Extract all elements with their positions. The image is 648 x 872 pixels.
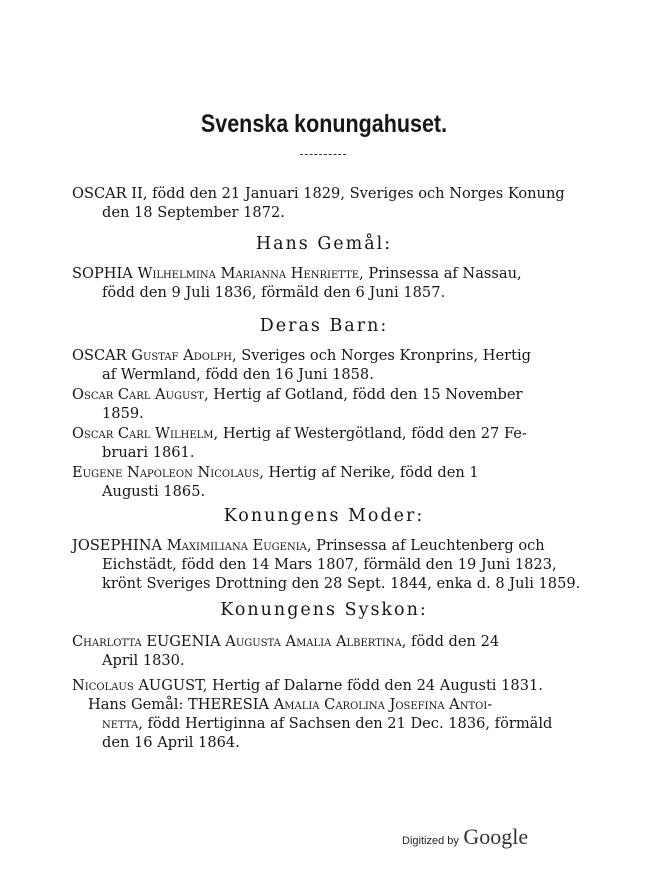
entry-king: OSCAR II, född den 21 Januari 1829, Sveriges och Norges Konung den 18 September 1872. xyxy=(72,185,565,221)
google-logo: Google xyxy=(463,824,529,849)
entry-mother: JOSEPHINA Maximiliana Eugenia, Prinsessa af Leuchtenberg och Eichstädt, född den 14 Mars 1807, förmäld den 19 Juni 1823, krönt Sveriges Drottning den 28 Sept. 1844, enka d. 8 Juli 1859. xyxy=(72,537,581,592)
entry-queen: SOPHIA Wilhelmina Marianna Henriette, Prinsessa af Nassau, född den 9 Juli 1836, förmäld den 6 Juni 1857. xyxy=(72,265,522,301)
heading-gemal: Hans Gemål: xyxy=(255,234,393,254)
title-rule xyxy=(300,154,346,155)
heading-barn: Deras Barn: xyxy=(259,316,389,336)
heading-syskon: Konungens Syskon: xyxy=(220,600,428,620)
page-title: Svenska konungahuset. xyxy=(200,110,448,138)
queen-name: SOPHIA xyxy=(72,265,133,282)
digitized-label: Digitized by xyxy=(402,835,459,847)
entry-child: Oscar Carl Wilhelm, Hertig af Westergötland, född den 27 Fe- bruari 1861. xyxy=(72,425,527,461)
heading-moder: Konungens Moder: xyxy=(223,506,425,526)
entry-sibling: Charlotta EUGENIA Augusta Amalia Albertina, född den 24 April 1830. xyxy=(72,633,500,669)
entry-child: OSCAR Gustaf Adolph, Sveriges och Norges Kronprins, Hertig af Wermland, född den 16 Juni 1858. xyxy=(72,347,531,383)
digitized-by-google-watermark xyxy=(402,824,528,850)
entry-child: Oscar Carl August, Hertig af Gotland, född den 15 November 1859. xyxy=(72,386,523,422)
entry-child: Eugene Napoleon Nicolaus, Hertig af Nerike, född den 1 Augusti 1865. xyxy=(72,464,479,500)
entry-sibling: Nicolaus AUGUST, Hertig af Dalarne född den 24 Augusti 1831. Hans Gemål: THERESIA Amalia Carolina Josefina Antoi- netta, född Hertiginna af Sachsen den 21 Dec. 1836, förmäld den 16 April 1864. xyxy=(72,677,553,751)
king-name: OSCAR II, xyxy=(72,185,148,202)
